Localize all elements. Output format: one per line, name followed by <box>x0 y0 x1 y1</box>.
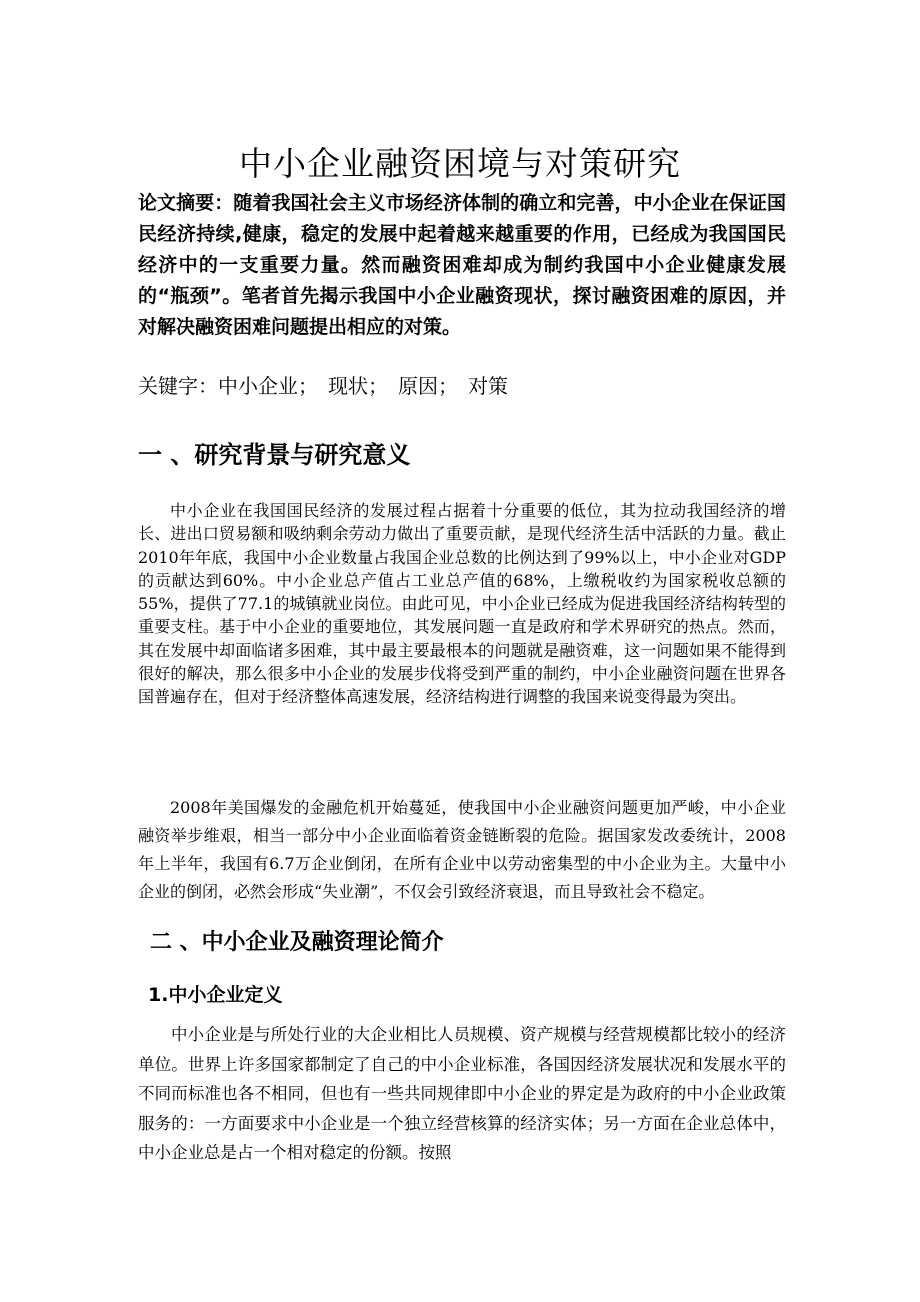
section-2-heading: 二 、中小企业及融资理论简介 <box>150 930 444 955</box>
keywords-line: 关键字：中小企业； 现状； 原因； 对策 <box>138 374 508 398</box>
subsection-1-heading: 1.中小企业定义 <box>148 984 283 1006</box>
section-1-heading: 一 、研究背景与研究意义 <box>138 441 411 469</box>
document-title: 中小企业融资困境与对策研究 <box>239 144 681 183</box>
section-1-paragraph-1: 中小企业在我国国民经济的发展过程占据着十分重要的低位，其为拉动我国经济的增长、进出口贸易额和吸纳剩余劳动力做出了重要贡献，是现代经济生活中活跃的力量。截止2010年年底，我国中小企业数量占我国企业总数的比例达到了99%以上，中小企业对GDP的贡献达到60%。中小企业总产值占工业总产值的68%，上缴税收约为国家税收总额的55%，提供了77.1的城镇就业岗位。由此可见，中小企业已经成为促进我国经济结构转型的重要支柱。基于中小企业的重要地位，其发展问题一直是政府和学术界研究的热点。然而，其在发展中却面临诸多困难，其中最主要最根本的问题就是融资难，这一问题如果不能得到很好的解决，那么很多中小企业的发展步伐将受到严重的制约，中小企业融资问题在世界各国普遍存在，但对于经济整体高速发展，经济结构进行调整的我国来说变得最为突出。 <box>138 501 786 707</box>
abstract-paragraph: 论文摘要：随着我国社会主义市场经济体制的确立和完善，中小企业在保证国民经济持续,健康，稳定的发展中起着越来越重要的作用，已经成为我国国民经济中的一支重要力量。然而融资困难却成为制约我国中小企业健康发展的“瓶颈”。笔者首先揭示我国中小企业融资现状，探讨融资困难的原因，并对解决融资困难问题提出相应的对策。 <box>138 192 786 338</box>
subsection-1-paragraph-1: 中小企业是与所处行业的大企业相比人员规模、资产规模与经营规模都比较小的经济单位。世界上许多国家都制定了自己的中小企业标准，各国因经济发展状况和发展水平的不同而标准也各不相同，但也有一些共同规律即中小企业的界定是为政府的中小企业政策服务的：一方面要求中小企业是一个独立经营核算的经济实体；另一方面在企业总体中，中小企业总是占一个相对稳定的份额。按照 <box>138 1025 786 1162</box>
section-1-paragraph-2: 2008年美国爆发的金融危机开始蔓延，使我国中小企业融资问题更加严峻，中小企业融资举步维艰，相当一部分中小企业面临着资金链断裂的危险。据国家发改委统计，2008年上半年，我国有6.7万企业倒闭，在所有企业中以劳动密集型的中小企业为主。大量中小企业的倒闭，必然会形成“失业潮”，不仅会引致经济衰退，而且导致社会不稳定。 <box>138 798 786 901</box>
